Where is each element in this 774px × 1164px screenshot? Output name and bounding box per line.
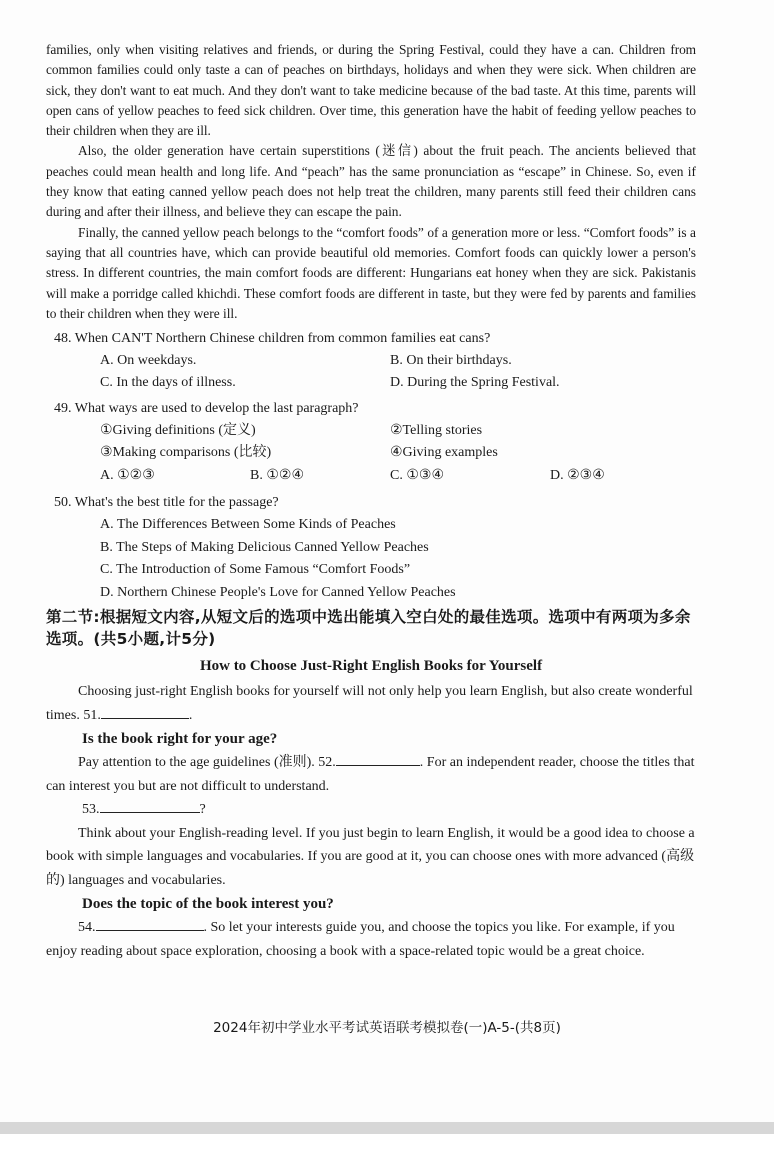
- option-d: D. ②③④: [550, 468, 605, 484]
- blank-54[interactable]: [96, 916, 204, 931]
- item-3: ③Making comparisons (比较): [100, 445, 272, 461]
- question-49-stem: 49. What ways are used to develop the last paragraph?: [54, 401, 359, 417]
- page-separator: [0, 1122, 774, 1134]
- blank-52-number: 52.: [318, 755, 336, 771]
- subheading-age: Is the book right for your age?: [82, 731, 278, 748]
- option-a: A. ①②③: [100, 468, 155, 484]
- section-2-instruction: 第二节:根据短文内容,从短文后的选项中选出能填入空白处的最佳选项。选项中有两项为多余选项。(共5小题,计5分): [46, 608, 691, 649]
- intro-paragraph: Choosing just-right English books for yourself will not only help you learn English, but also create wonderful times. 51. .: [46, 684, 693, 723]
- blank-53-end: ?: [199, 802, 206, 818]
- blank-51-number: 51.: [83, 707, 101, 723]
- article-title: How to Choose Just-Right English Books for Yourself: [199, 658, 543, 675]
- option-c: C. ①③④: [390, 468, 444, 484]
- age-text: Pay attention to the age guidelines (准则).: [78, 755, 315, 771]
- question-48-stem: 48. When CAN'T Northern Chinese children from common families eat cans?: [54, 331, 491, 347]
- option-b: B. ①②④: [250, 468, 304, 484]
- option-b: B. On their birthdays.: [390, 353, 512, 369]
- age-text-end: . For an independent reader, choose the titles that can interest you but are not difficult to understand.: [46, 755, 695, 794]
- option-d: D. During the Spring Festival.: [390, 375, 560, 391]
- topic-text: . So let your interests guide you, and choose the topics you like. For example, if you enjoy reading about space exploration, choosing a book with a space-related topic would be a great choice.: [46, 920, 675, 959]
- blank-53-number: 53.: [82, 802, 100, 818]
- option-b: B. The Steps of Making Delicious Canned Yellow Peaches: [100, 539, 429, 555]
- question-50: [46, 492, 696, 604]
- option-a: A. The Differences Between Some Kinds of Peaches: [100, 517, 396, 533]
- passage-paragraph-2: Finally, the canned yellow peach belongs to the “comfort foods” of a generation more or less. “Comfort foods” is a saying that all countries have, which can provide beautiful old memories. Comfort foods can quickly lower a person's stress. In different countries, the main comfort foods are different: Hungarians eat honey when they are sick. Pakistanis will make a porridge called khichdi. These comfort foods are different in taste, but they were fed by parents and families to their children when they were ill.: [46, 224, 696, 321]
- blank-54-number: 54.: [78, 920, 96, 936]
- question-48: [46, 328, 696, 394]
- option-c: C. The Introduction of Some Famous “Comfort Foods”: [100, 562, 411, 578]
- option-a: A. On weekdays.: [100, 353, 197, 369]
- question-49: [46, 398, 696, 488]
- topic-paragraph: [46, 916, 696, 963]
- level-paragraph: Think about your English-reading level. If you just begin to learn English, it would be a good idea to choose a book with simple languages and vocabularies. If you are good at it, you can choose ones with more advanced (高级的) languages and vocabularies.: [46, 825, 695, 888]
- blank-53[interactable]: [100, 798, 200, 813]
- item-1: ①Giving definitions (定义): [100, 423, 256, 439]
- question-53-line: [46, 798, 696, 822]
- question-50-stem: 50. What's the best title for the passage?: [54, 495, 279, 511]
- age-paragraph: [46, 751, 696, 798]
- passage-paragraph-1: Also, the older generation have certain superstitions (迷信) about the fruit peach. The ancients believed that peaches could mean health and long life. And “peach” has the same pronunciation as “escape” in Chinese. So, even if they know that eating canned yellow peach does not help treat the children, many parents still feed their children cans during and after their illness, and believe they can escape the pain.: [46, 143, 696, 220]
- next-page-top: [0, 1134, 774, 1164]
- page-footer: 2024年初中学业水平考试英语联考模拟卷(一)A-5-(共8页): [213, 1020, 561, 1036]
- subheading-topic: Does the topic of the book interest you?: [82, 896, 334, 913]
- passage-paragraph-0: families, only when visiting relatives and friends, or during the Spring Festival, could they have a can. Children from common families could only taste a can of peaches on birthdays, holidays and when they were sick. When children are sick, they don't want to eat much. And they don't want to take medicine because of the bad taste. At this time, parents will open cans of yellow peaches to feed sick children. Over time, this generation have the habit of feeding yellow peaches to their children when they are ill.: [46, 42, 696, 139]
- question-48-options: [46, 350, 696, 394]
- question-49-options: [46, 464, 696, 488]
- item-2: ②Telling stories: [390, 423, 483, 439]
- intro-text: Choosing just-right English books for yourself will not only help you learn English, but also create wonderful times.: [46, 684, 693, 723]
- page-content: [46, 40, 696, 963]
- blank-51[interactable]: [101, 704, 189, 719]
- option-d: D. Northern Chinese People's Love for Canned Yellow Peaches: [100, 584, 456, 600]
- blank-52[interactable]: [336, 751, 420, 766]
- option-c: C. In the days of illness.: [100, 375, 236, 391]
- question-50-options: [46, 514, 696, 604]
- question-49-items: [46, 420, 696, 464]
- item-4: ④Giving examples: [390, 445, 498, 461]
